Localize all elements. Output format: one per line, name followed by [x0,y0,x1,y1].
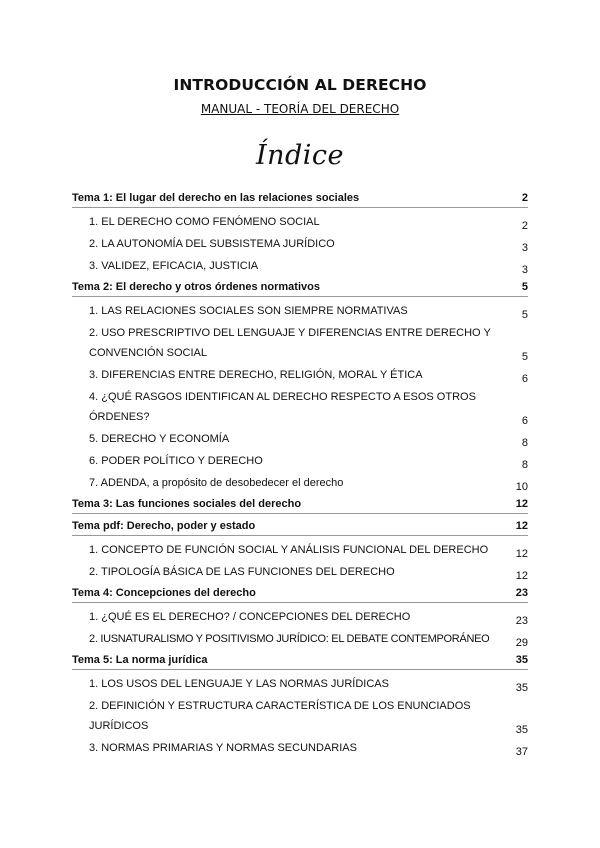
toc-entry-page: 3 [521,264,528,276]
toc-entry-tema[interactable] [72,520,528,536]
index-heading: Índice [255,140,345,171]
toc-entry-text: 1. EL DERECHO COMO FENÓMENO SOCIAL [89,216,320,228]
toc-entry-text: 2. USO PRESCRIPTIVO DEL LENGUAJE Y DIFERENCIAS ENTRE DERECHO Y CONVENCIÓN SOCIAL [89,327,491,359]
toc-entry-page: 12 [515,520,528,532]
toc-entry-page: 37 [515,746,528,758]
toc-entry-page: 35 [515,724,528,736]
toc-entry-tema[interactable] [72,587,528,603]
toc-entry-page: 5 [521,351,528,363]
toc-entry-page: 23 [515,615,528,627]
toc-entry-page: 6 [521,415,528,427]
toc-entry-item[interactable] [72,738,528,758]
toc-entry-text: Tema pdf: Derecho, poder y estado [72,520,256,532]
toc-entry-text: 2. DEFINICIÓN Y ESTRUCTURA CARACTERÍSTICA DE LOS ENUNCIADOS JURÍDICOS [89,700,471,732]
toc-entry-text: Tema 2: El derecho y otros órdenes normativos [72,281,320,293]
toc-entry-page: 23 [515,587,528,599]
toc-entry-page: 10 [515,481,528,493]
toc-entry-item[interactable] [72,212,528,232]
toc-entry-item[interactable] [72,234,528,254]
toc-entry-item[interactable] [72,451,528,471]
toc-entry-text: 1. ¿QUÉ ES EL DERECHO? / CONCEPCIONES DEL DERECHO [89,611,411,623]
toc-entry-tema[interactable] [72,281,528,297]
toc-entry-item[interactable] [72,429,528,449]
document-title: INTRODUCCIÓN AL DERECHO [173,76,427,94]
toc-entry-text: Tema 1: El lugar del derecho en las relaciones sociales [72,192,360,204]
toc-entry-item[interactable] [72,473,528,493]
toc-entry-item[interactable] [72,674,528,694]
toc-entry-text: 3. NORMAS PRIMARIAS Y NORMAS SECUNDARIAS [89,742,357,754]
toc-entry-tema[interactable] [72,192,528,208]
table-of-contents [72,192,528,758]
toc-entry-item[interactable] [72,629,528,649]
toc-entry-page: 8 [521,459,528,471]
toc-entry-text: 4. ¿QUÉ RASGOS IDENTIFICAN AL DERECHO RESPECTO A ESOS OTROS ÓRDENES? [89,391,476,423]
toc-entry-item[interactable] [72,540,528,560]
toc-entry-text: 1. CONCEPTO DE FUNCIÓN SOCIAL Y ANÁLISIS FUNCIONAL DEL DERECHO [89,544,489,556]
toc-entry-text: 3. VALIDEZ, EFICACIA, JUSTICIA [89,260,259,272]
toc-entry-item[interactable] [72,256,528,276]
toc-entry-text: 1. LAS RELACIONES SOCIALES SON SIEMPRE NORMATIVAS [89,305,408,317]
toc-entry-text: 1. LOS USOS DEL LENGUAJE Y LAS NORMAS JURÍDICAS [89,678,389,690]
toc-entry-page: 6 [521,373,528,385]
toc-entry-page: 3 [521,242,528,254]
toc-entry-page: 2 [521,192,528,204]
toc-entry-text: 7. ADENDA, a propósito de desobedecer el derecho [89,477,344,489]
toc-entry-tema[interactable] [72,498,528,514]
toc-entry-item[interactable] [72,562,528,582]
toc-entry-text: 6. PODER POLÍTICO Y DERECHO [89,455,263,467]
toc-entry-item[interactable] [72,301,528,321]
toc-entry-page: 12 [515,548,528,560]
toc-entry-item[interactable] [72,323,528,363]
toc-entry-page: 5 [521,281,528,293]
toc-entry-tema[interactable] [72,654,528,670]
toc-entry-page: 5 [521,309,528,321]
toc-entry-page: 35 [515,654,528,666]
toc-entry-item[interactable] [72,607,528,627]
toc-entry-text: Tema 4: Concepciones del derecho [72,587,256,599]
toc-entry-page: 12 [515,570,528,582]
toc-entry-page: 8 [521,437,528,449]
document-subtitle: MANUAL - TEORÍA DEL DERECHO [200,102,400,116]
toc-entry-page: 2 [521,220,528,232]
toc-entry-text: Tema 3: Las funciones sociales del derecho [72,498,302,510]
toc-entry-item[interactable] [72,387,528,427]
toc-entry-text: 2. IUSNATURALISMO Y POSITIVISMO JURÍDICO: EL DEBATE CONTEMPORÁNEO [89,633,490,645]
toc-entry-text: 5. DERECHO Y ECONOMÍA [89,433,230,445]
toc-entry-item[interactable] [72,696,528,736]
toc-entry-page: 35 [515,682,528,694]
toc-entry-text: 2. TIPOLOGÍA BÁSICA DE LAS FUNCIONES DEL DERECHO [89,566,395,578]
toc-entry-text: 3. DIFERENCIAS ENTRE DERECHO, RELIGIÓN, MORAL Y ÉTICA [89,369,423,381]
toc-entry-text: Tema 5: La norma jurídica [72,654,208,666]
toc-entry-item[interactable] [72,365,528,385]
toc-entry-page: 29 [515,637,528,649]
toc-entry-page: 12 [515,498,528,510]
toc-entry-text: 2. LA AUTONOMÍA DEL SUBSISTEMA JURÍDICO [89,238,335,250]
